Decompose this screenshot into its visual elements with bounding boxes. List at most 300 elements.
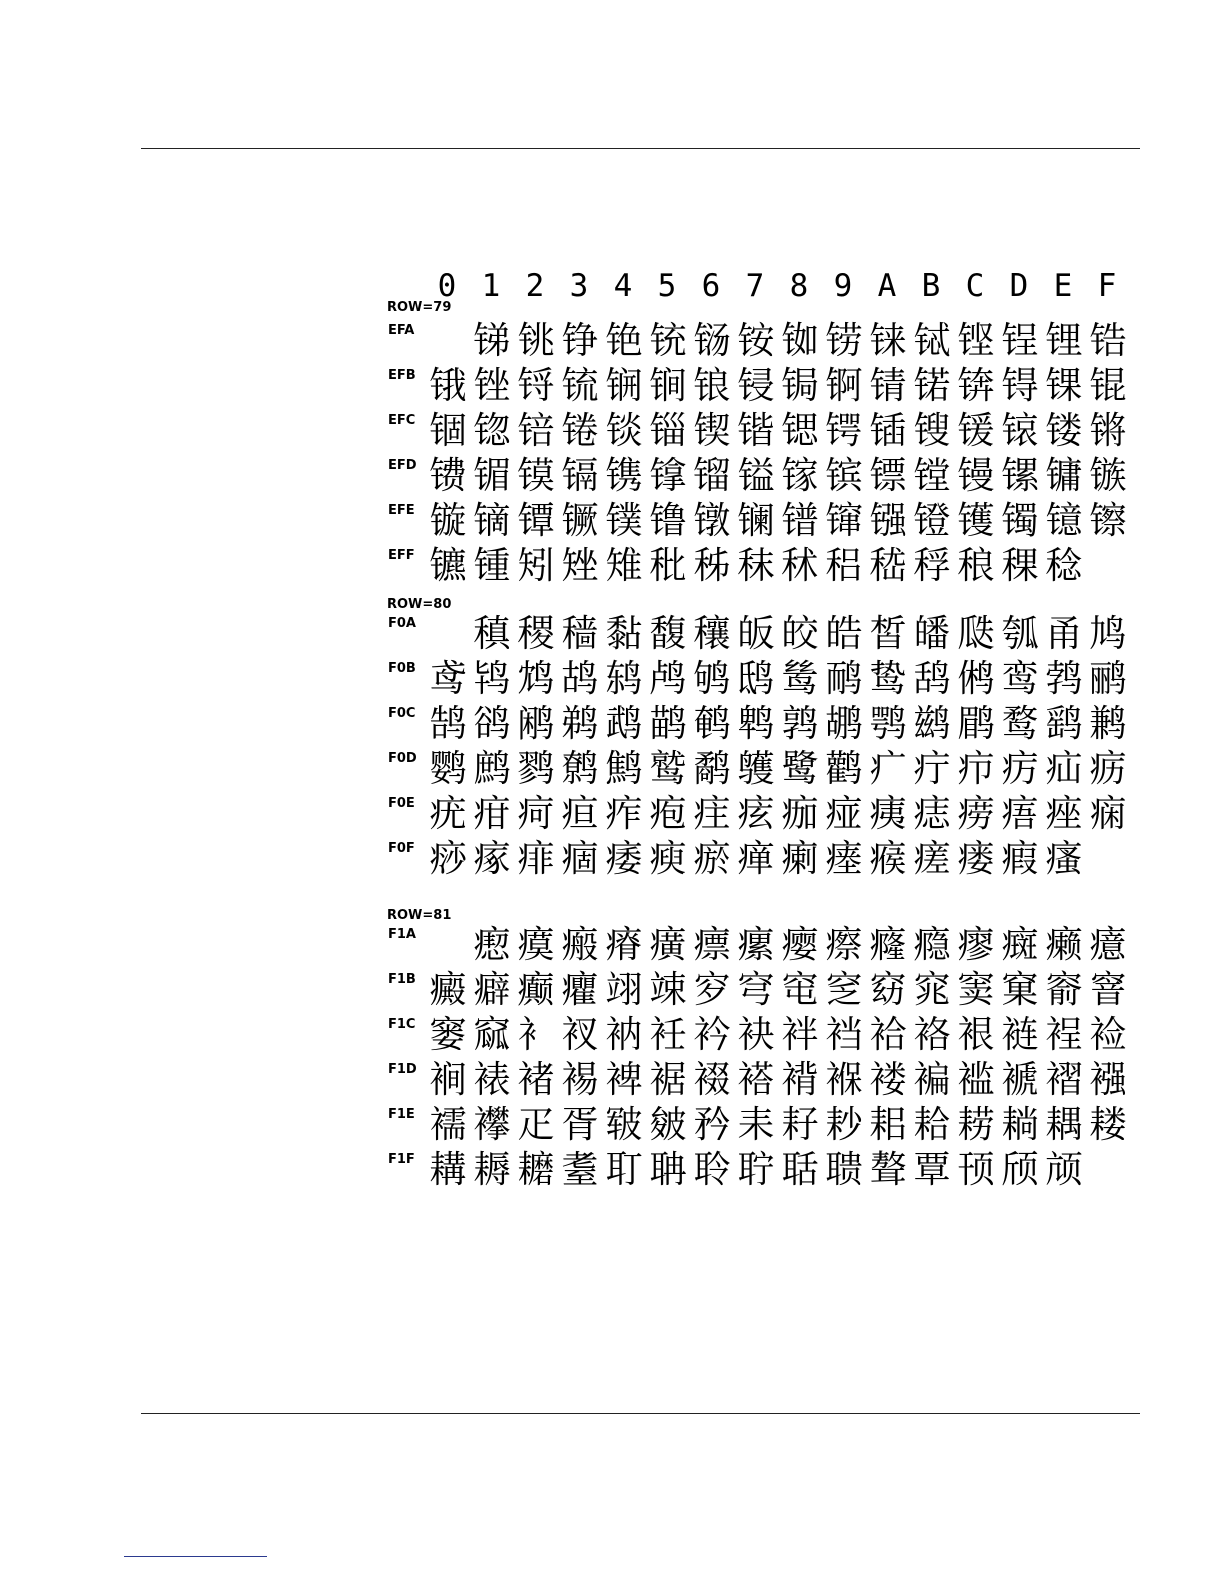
glyph-cell: 皲	[605, 1103, 643, 1146]
glyph-cell: 铯	[605, 319, 643, 362]
glyph-cell: 窬	[1045, 968, 1083, 1011]
glyph-cell: 鸩	[517, 657, 555, 700]
glyph-cell: 皤	[913, 612, 951, 655]
glyph-cell: 瘙	[1045, 837, 1083, 880]
glyph-cell: 裢	[1001, 1013, 1039, 1056]
glyph-cell: 颀	[1001, 1148, 1039, 1191]
glyph-cell: 裾	[649, 1058, 687, 1101]
footer-link-underline[interactable]	[124, 1556, 267, 1557]
glyph-cell: 矜	[693, 1103, 731, 1146]
glyph-cell: 瘼	[517, 923, 555, 966]
glyph-cell	[1086, 836, 1130, 881]
glyph-cell: 衤	[517, 1013, 555, 1056]
glyph-cell: 铼	[869, 319, 907, 362]
glyph-cell	[426, 318, 470, 363]
glyph-cell: 翊	[605, 968, 643, 1011]
glyph-cell: 聃	[649, 1148, 687, 1191]
glyph-cell: 褡	[737, 1058, 775, 1101]
row-code-label: F0F	[388, 841, 415, 856]
glyph-cell: 癀	[649, 923, 687, 966]
glyph-cell: 耵	[605, 1148, 643, 1191]
glyph-cell: 铳	[649, 319, 687, 362]
glyph-cell: 聆	[693, 1148, 731, 1191]
glyph-cell: 窭	[429, 1013, 467, 1056]
glyph-cell: 镩	[825, 499, 863, 542]
glyph-cell: 镪	[869, 499, 907, 542]
glyph-cell: 镧	[737, 499, 775, 542]
glyph-cell: 鸠	[1089, 612, 1127, 655]
glyph-cell: 镗	[913, 454, 951, 497]
glyph-cell: 窈	[869, 968, 907, 1011]
glyph-cell	[1086, 543, 1130, 588]
glyph-cell: 聱	[869, 1148, 907, 1191]
glyph-cell: 锇	[429, 364, 467, 407]
row-code-label: EFD	[388, 458, 417, 473]
glyph-cell: 锟	[1089, 364, 1127, 407]
glyph-cell: 鸲	[693, 657, 731, 700]
row-code-label: EFE	[388, 503, 415, 518]
glyph-cell: 皴	[649, 1103, 687, 1146]
glyph-cell: 镉	[561, 454, 599, 497]
glyph-cell: 裎	[1045, 1013, 1083, 1056]
char-row	[385, 611, 1145, 656]
glyph-cell: 疸	[561, 792, 599, 835]
glyph-cell: 鹩	[561, 747, 599, 790]
glyph-cell: 瘘	[957, 837, 995, 880]
glyph-cell: 镫	[913, 499, 951, 542]
glyph-cell: 耨	[473, 1148, 511, 1191]
char-row	[385, 967, 1145, 1012]
row-code-label: F1E	[388, 1107, 415, 1122]
glyph-cell: 锶	[781, 409, 819, 452]
glyph-cell: 褊	[913, 1058, 951, 1101]
glyph-cell: 裱	[473, 1058, 511, 1101]
char-row	[385, 791, 1145, 836]
glyph-cell: 窳	[473, 1013, 511, 1056]
glyph-cell: 铮	[561, 319, 599, 362]
glyph-cell: 裼	[561, 1058, 599, 1101]
glyph-cell: 锓	[737, 364, 775, 407]
char-row	[385, 701, 1145, 746]
column-header: 3	[569, 268, 589, 304]
glyph-cell: 铽	[913, 319, 951, 362]
glyph-cell: 锂	[1045, 319, 1083, 362]
glyph-cell: 稆	[825, 544, 863, 587]
glyph-cell: 褚	[517, 1058, 555, 1101]
glyph-cell: 鸱	[737, 657, 775, 700]
glyph-cell: 鸷	[869, 657, 907, 700]
glyph-cell: 锼	[913, 409, 951, 452]
glyph-cell: 镱	[1045, 499, 1083, 542]
glyph-cell: 疰	[693, 792, 731, 835]
column-header: 8	[789, 268, 809, 304]
glyph-cell: 锛	[957, 364, 995, 407]
glyph-cell: 瘛	[473, 923, 511, 966]
glyph-cell: 襁	[1089, 1058, 1127, 1101]
column-header: 7	[745, 268, 765, 304]
glyph-cell: 痃	[737, 792, 775, 835]
char-row	[385, 746, 1145, 791]
glyph-cell: 耥	[1001, 1103, 1039, 1146]
glyph-cell: 铵	[737, 319, 775, 362]
glyph-cell: 皈	[737, 612, 775, 655]
glyph-cell: 锴	[737, 409, 775, 452]
glyph-cell: 癫	[517, 968, 555, 1011]
glyph-cell: 锍	[561, 364, 599, 407]
glyph-cell: 穰	[693, 612, 731, 655]
glyph-cell: 锖	[869, 364, 907, 407]
glyph-cell: 锢	[429, 409, 467, 452]
glyph-cell: 疱	[649, 792, 687, 835]
glyph-cell: 镙	[1001, 454, 1039, 497]
glyph-cell: 聩	[825, 1148, 863, 1191]
glyph-cell: 镞	[1089, 454, 1127, 497]
glyph-cell: 裰	[693, 1058, 731, 1101]
glyph-cell: 锾	[957, 409, 995, 452]
glyph-cell: 锎	[605, 364, 643, 407]
glyph-cell: 锉	[473, 364, 511, 407]
glyph-cell: 痂	[781, 792, 819, 835]
glyph-cell: 褙	[781, 1058, 819, 1101]
row-code-label: F0A	[388, 616, 416, 631]
char-row	[385, 498, 1145, 543]
glyph-cell: 锿	[1001, 409, 1039, 452]
glyph-cell: 锺	[473, 544, 511, 587]
column-header: 6	[701, 268, 721, 304]
glyph-cell: 锘	[913, 364, 951, 407]
glyph-cell: 鸸	[825, 657, 863, 700]
glyph-cell: 锑	[473, 319, 511, 362]
glyph-cell: 褶	[1045, 1058, 1083, 1101]
glyph-cell: 稷	[517, 612, 555, 655]
glyph-cell: 褴	[957, 1058, 995, 1101]
glyph-cell: 痫	[1089, 792, 1127, 835]
glyph-cell: 鸺	[957, 657, 995, 700]
glyph-cell: 锔	[781, 364, 819, 407]
glyph-cell: 铫	[517, 319, 555, 362]
glyph-cell: 鹁	[1045, 657, 1083, 700]
glyph-cell: 衿	[693, 1013, 731, 1056]
glyph-cell: 痣	[913, 792, 951, 835]
glyph-cell: 镯	[1001, 499, 1039, 542]
glyph-cell: 镤	[605, 499, 643, 542]
char-row	[385, 836, 1145, 881]
glyph-cell: 镲	[1089, 499, 1127, 542]
glyph-cell: 裣	[1089, 1013, 1127, 1056]
glyph-cell: 胥	[561, 1103, 599, 1146]
row-code-label: F0D	[388, 751, 417, 766]
row-code-label: F1F	[388, 1152, 415, 1167]
glyph-cell: 鹕	[825, 702, 863, 745]
glyph-cell: 锲	[693, 409, 731, 452]
glyph-cell: 皓	[825, 612, 863, 655]
glyph-cell: 瘊	[869, 837, 907, 880]
column-header: D	[1009, 268, 1029, 304]
char-row	[385, 363, 1145, 408]
glyph-cell: 秭	[693, 544, 731, 587]
glyph-cell: 鹜	[1001, 702, 1039, 745]
glyph-cell: 矧	[517, 544, 555, 587]
glyph-cell: 褛	[869, 1058, 907, 1101]
glyph-cell: 聍	[737, 1148, 775, 1191]
glyph-cell: 鹗	[869, 702, 907, 745]
column-header: B	[921, 268, 941, 304]
glyph-cell: 鹈	[561, 702, 599, 745]
glyph-cell: 癔	[1089, 923, 1127, 966]
glyph-cell: 镛	[1045, 454, 1083, 497]
glyph-cell: 疖	[957, 747, 995, 790]
glyph-cell: 耠	[913, 1103, 951, 1146]
glyph-cell: 镟	[429, 499, 467, 542]
glyph-cell: 稂	[957, 544, 995, 587]
glyph-cell: 穑	[561, 612, 599, 655]
glyph-cell: 窨	[1089, 968, 1127, 1011]
glyph-cell: 铿	[957, 319, 995, 362]
glyph-cell: 癃	[869, 923, 907, 966]
glyph-cell: 稃	[913, 544, 951, 587]
glyph-cell: 瘗	[825, 837, 863, 880]
glyph-cell: 痄	[605, 792, 643, 835]
glyph-cell: 袼	[913, 1013, 951, 1056]
glyph-cell: 锝	[1001, 364, 1039, 407]
glyph-cell: 鸪	[561, 657, 599, 700]
row-code-label: F0C	[388, 706, 416, 721]
glyph-cell: 鹨	[517, 747, 555, 790]
glyph-cell: 鹪	[605, 747, 643, 790]
glyph-cell: 锱	[649, 409, 687, 452]
glyph-cell: 襻	[473, 1103, 511, 1146]
glyph-cell: 镳	[429, 544, 467, 587]
glyph-cell: 瘥	[913, 837, 951, 880]
glyph-cell: 瘅	[737, 837, 775, 880]
glyph-cell: 瘐	[649, 837, 687, 880]
glyph-cell: 鹚	[913, 702, 951, 745]
glyph-cell: 鸨	[473, 657, 511, 700]
column-header: 9	[833, 268, 853, 304]
row-code-label: F1D	[388, 1062, 417, 1077]
glyph-cell: 瘵	[825, 923, 863, 966]
glyph-cell: 鹎	[737, 702, 775, 745]
glyph-cell: 矬	[561, 544, 599, 587]
glyph-cell: 聒	[781, 1148, 819, 1191]
glyph-cell: 袂	[737, 1013, 775, 1056]
glyph-cell: 鹉	[605, 702, 643, 745]
glyph-cell: 疠	[1001, 747, 1039, 790]
glyph-cell: 疳	[473, 792, 511, 835]
column-header: F	[1097, 268, 1117, 304]
glyph-cell: 秫	[781, 544, 819, 587]
glyph-cell: 癜	[429, 968, 467, 1011]
glyph-cell: 疴	[517, 792, 555, 835]
glyph-cell: 镬	[957, 499, 995, 542]
glyph-cell: 鹫	[649, 747, 687, 790]
glyph-cell: 镡	[517, 499, 555, 542]
glyph-cell: 疋	[517, 1103, 555, 1146]
glyph-cell: 镄	[429, 454, 467, 497]
row-code-label: F1B	[388, 972, 416, 987]
glyph-cell: 衽	[649, 1013, 687, 1056]
glyph-cell: 覃	[913, 1148, 951, 1191]
char-row	[385, 1102, 1145, 1147]
glyph-cell: 鹋	[649, 702, 687, 745]
glyph-cell: 瘾	[913, 923, 951, 966]
glyph-cell: 癯	[561, 968, 599, 1011]
glyph-cell: 衩	[561, 1013, 599, 1056]
glyph-cell: 锫	[517, 409, 555, 452]
glyph-cell: 鹦	[429, 747, 467, 790]
glyph-cell: 稞	[1001, 544, 1039, 587]
glyph-cell: 瘠	[605, 923, 643, 966]
glyph-cell: 锆	[1089, 319, 1127, 362]
glyph-cell: 锒	[693, 364, 731, 407]
glyph-cell: 皎	[781, 612, 819, 655]
glyph-cell: 镝	[473, 499, 511, 542]
glyph-cell: 秣	[737, 544, 775, 587]
glyph-cell: 鸶	[781, 657, 819, 700]
column-header: A	[877, 268, 897, 304]
glyph-cell	[1086, 1147, 1130, 1192]
glyph-cell: 痱	[517, 837, 555, 880]
char-row	[385, 543, 1145, 588]
row-label: ROW=80	[387, 597, 452, 612]
glyph-cell: 痤	[1045, 792, 1083, 835]
char-row	[385, 408, 1145, 453]
glyph-cell: 瓞	[957, 612, 995, 655]
glyph-cell: 穸	[693, 968, 731, 1011]
glyph-cell: 耜	[869, 1103, 907, 1146]
glyph-cell: 耋	[561, 1148, 599, 1191]
glyph-cell: 皙	[869, 612, 907, 655]
glyph-cell: 耱	[517, 1148, 555, 1191]
glyph-cell	[426, 611, 470, 656]
column-header: 1	[481, 268, 501, 304]
glyph-cell: 镂	[1045, 409, 1083, 452]
glyph-cell: 稔	[1045, 544, 1083, 587]
glyph-cell: 镖	[869, 454, 907, 497]
glyph-cell: 瘢	[561, 923, 599, 966]
glyph-cell: 疝	[1045, 747, 1083, 790]
column-header: 4	[613, 268, 633, 304]
column-header-row	[385, 268, 1145, 304]
row-code-label: EFA	[388, 323, 415, 338]
glyph-cell: 耒	[737, 1103, 775, 1146]
glyph-cell: 锩	[561, 409, 599, 452]
glyph-cell: 嵇	[869, 544, 907, 587]
glyph-cell: 镥	[649, 499, 687, 542]
glyph-cell: 疒	[869, 747, 907, 790]
column-header: 0	[437, 268, 457, 304]
glyph-cell: 顸	[957, 1148, 995, 1191]
glyph-cell: 癞	[1045, 923, 1083, 966]
glyph-cell: 锕	[825, 364, 863, 407]
glyph-cell: 裆	[825, 1013, 863, 1056]
glyph-cell: 鹆	[473, 702, 511, 745]
glyph-cell: 铷	[781, 319, 819, 362]
glyph-cell: 窠	[1001, 968, 1039, 1011]
glyph-cell: 瘰	[737, 923, 775, 966]
glyph-cell: 馥	[649, 612, 687, 655]
character-code-table	[385, 268, 1145, 1191]
glyph-cell: 耩	[429, 1148, 467, 1191]
glyph-cell: 镆	[517, 454, 555, 497]
glyph-cell: 镓	[781, 454, 819, 497]
glyph-cell: 癖	[473, 968, 511, 1011]
glyph-cell: 黏	[605, 612, 643, 655]
char-row	[385, 1012, 1145, 1057]
glyph-cell: 镔	[825, 454, 863, 497]
glyph-cell: 襦	[429, 1103, 467, 1146]
column-header: 2	[525, 268, 545, 304]
glyph-cell: 窦	[957, 968, 995, 1011]
char-row	[385, 1057, 1145, 1102]
glyph-cell: 窕	[913, 968, 951, 1011]
glyph-cell: 镘	[957, 454, 995, 497]
glyph-cell: 鹑	[781, 702, 819, 745]
glyph-cell: 瘭	[693, 923, 731, 966]
glyph-cell: 耧	[1089, 1103, 1127, 1146]
char-row	[385, 1147, 1145, 1192]
glyph-cell: 穹	[737, 968, 775, 1011]
glyph-cell: 痿	[605, 837, 643, 880]
glyph-cell: 裨	[605, 1058, 643, 1101]
glyph-cell: 衲	[605, 1013, 643, 1056]
glyph-cell: 雉	[605, 544, 643, 587]
glyph-cell: 鹭	[781, 747, 819, 790]
glyph-cell: 痖	[825, 792, 863, 835]
glyph-cell: 镦	[693, 499, 731, 542]
top-rule	[141, 148, 1140, 149]
column-header: C	[965, 268, 985, 304]
glyph-cell: 癍	[1001, 923, 1039, 966]
glyph-cell: 痍	[869, 792, 907, 835]
glyph-cell: 鹞	[1045, 702, 1083, 745]
glyph-cell: 疣	[429, 792, 467, 835]
glyph-cell: 锏	[649, 364, 687, 407]
bottom-rule	[141, 1413, 1140, 1414]
glyph-cell	[426, 922, 470, 967]
glyph-cell: 褫	[1001, 1058, 1039, 1101]
glyph-cell: 瘕	[1001, 837, 1039, 880]
row-code-label: EFF	[388, 548, 415, 563]
glyph-cell: 镎	[649, 454, 687, 497]
glyph-cell: 鹂	[1089, 657, 1127, 700]
glyph-cell: 鹧	[473, 747, 511, 790]
glyph-cell: 袷	[869, 1013, 907, 1056]
glyph-cell: 瓠	[1001, 612, 1039, 655]
glyph-cell: 镒	[737, 454, 775, 497]
glyph-cell: 鸾	[1001, 657, 1039, 700]
row-label: ROW=81	[387, 908, 452, 923]
glyph-cell: 疔	[913, 747, 951, 790]
glyph-cell: 鹬	[693, 747, 731, 790]
glyph-cell: 鹌	[693, 702, 731, 745]
glyph-cell: 耔	[781, 1103, 819, 1146]
glyph-cell: 瘀	[693, 837, 731, 880]
row-code-label: F0E	[388, 796, 415, 811]
glyph-cell: 窀	[781, 968, 819, 1011]
glyph-cell: 瘿	[781, 923, 819, 966]
glyph-cell: 竦	[649, 968, 687, 1011]
column-header: E	[1053, 268, 1073, 304]
glyph-cell: 裉	[957, 1013, 995, 1056]
glyph-cell: 稹	[473, 612, 511, 655]
glyph-cell: 瘳	[957, 923, 995, 966]
glyph-cell: 痦	[1001, 792, 1039, 835]
row-code-label: EFB	[388, 368, 416, 383]
char-row	[385, 453, 1145, 498]
row-label: ROW=79	[387, 300, 452, 315]
glyph-cell: 锃	[1001, 319, 1039, 362]
